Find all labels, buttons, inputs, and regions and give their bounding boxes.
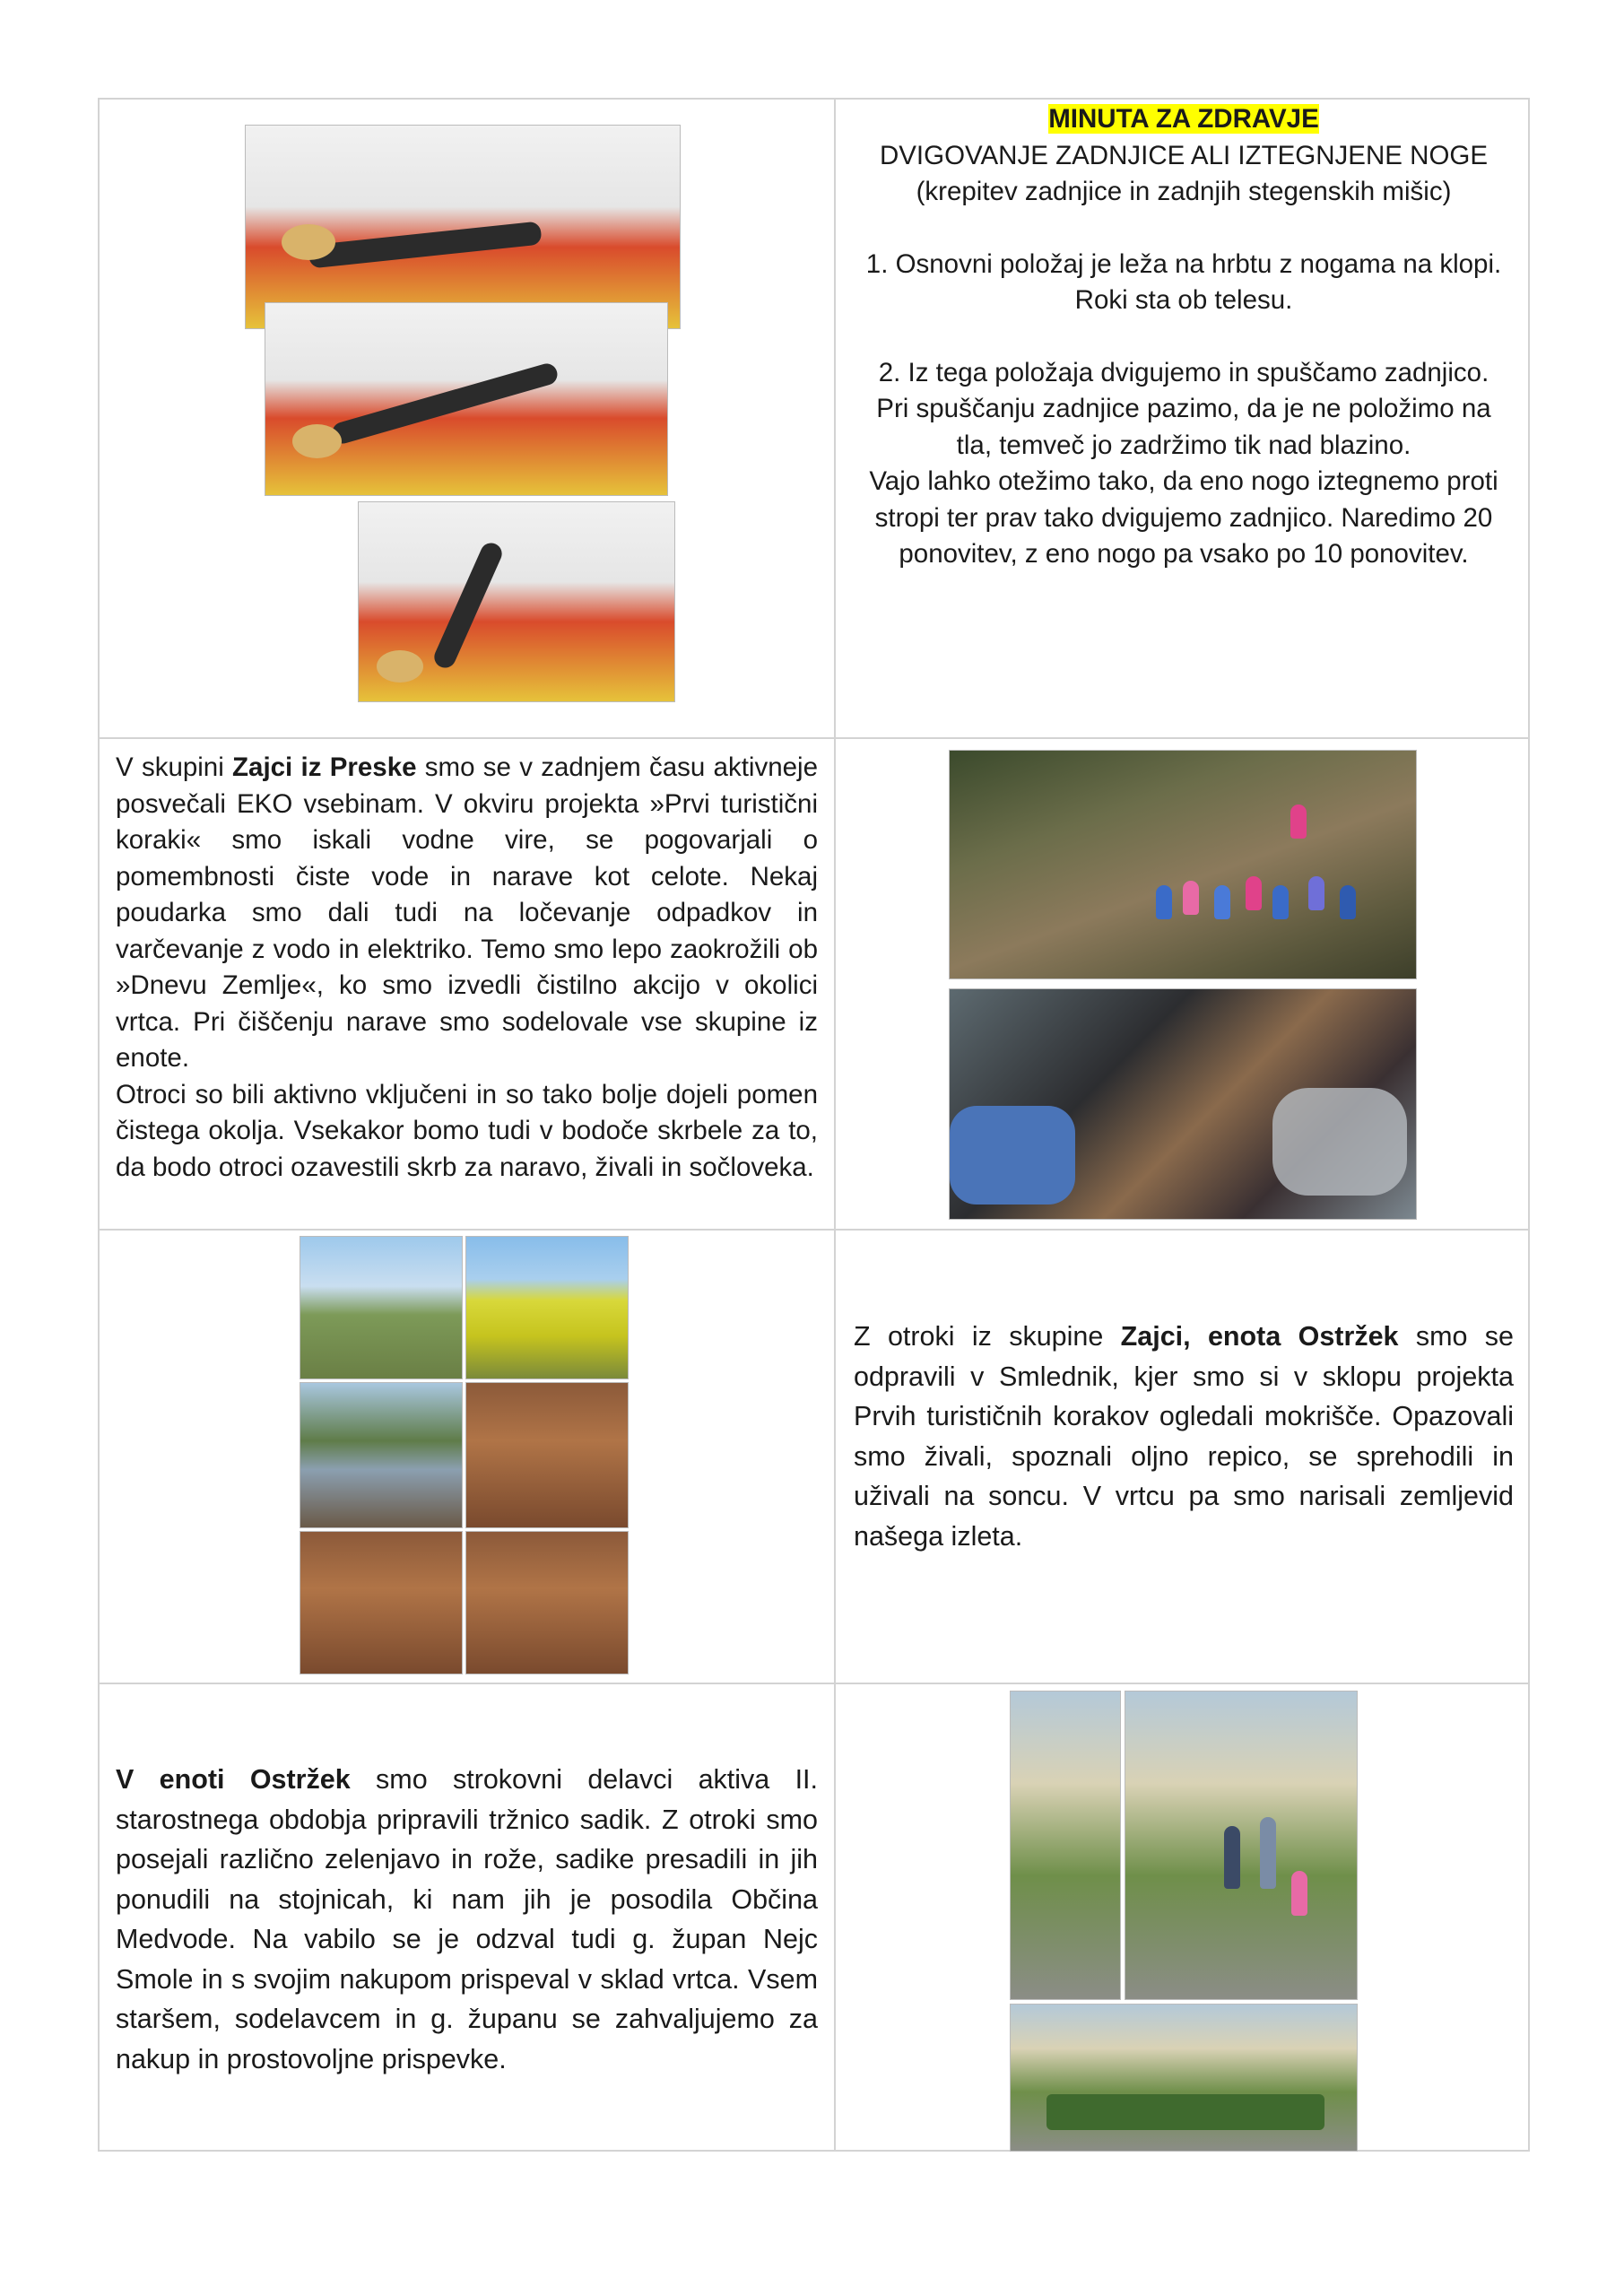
market-photo-seedlings <box>1010 2004 1358 2152</box>
trip-photo-rapeseed <box>465 1236 629 1379</box>
trash-collection-photo <box>949 988 1417 1220</box>
eko-text-cell <box>100 739 834 1229</box>
forest-group-photo <box>949 750 1417 979</box>
health-subtitle: DVIGOVANJE ZADNJICE ALI IZTEGNJENE NOGE <box>879 140 1489 170</box>
market-photo-stall-left <box>1010 1691 1121 2000</box>
trip-paragraph: Z otroki iz skupine Zajci, enota Ostržek smo se odpravili v Smlednik, kjer smo si v sklopu projekta Prvih turističnih korakov ogledali mokrišče. Opazovali smo živali, spoznali oljno repico, se sprehodili in uživali na soncu. V vrtcu pa smo narisali zemljevid našega izleta. <box>854 1321 1514 1552</box>
exercise-photo-start <box>245 125 681 329</box>
health-step-3: Vajo lahko otežimo tako, da eno nogo iztegnemo proti stropi ter prav tako dvigujemo zadnjico. Naredimo 20 ponovitev, z eno nogo pa vsako po 10 ponovitev. <box>869 466 1498 569</box>
market-paragraph: V enoti Ostržek smo strokovni delavci aktiva II. starostnega obdobja pripravili tržnico sadik. Z otroki smo posejali različno zelenjavo in rože, sadike presadili in jih ponudili na stojnicah, ki nam jih je posodila Občina Medvode. Na vabilo se je odzval tudi g. župan Nejc Smole in s svojim nakupom prispeval v sklad vrtca. Vsem staršem, sodelavcem in g. županu se zahvaljujemo za nakup in prostovoljne prispevke. <box>116 1764 818 2074</box>
trip-text-cell <box>838 1231 1530 1683</box>
column-divider <box>834 100 836 2150</box>
eko-photos-cell <box>838 739 1530 1229</box>
market-text-cell <box>100 1684 834 2152</box>
health-step-1: 1. Osnovni položaj je leža na hrbtu z nogama na klopi. Roki sta ob telesu. <box>865 248 1502 315</box>
trip-collage-cell <box>100 1231 834 1683</box>
trip-photo-wetland <box>300 1382 463 1528</box>
health-step-2: 2. Iz tega položaja dvigujemo in spuščamo zadnjico. Pri spuščanju zadnjice pazimo, da je ne položimo na tla, temveč jo zadržimo tik nad blazino. <box>876 357 1491 460</box>
eko-paragraph-1: V skupini Zajci iz Preske smo se v zadnjem času aktivneje posvečali EKO vsebinam. V okviru projekta »Prvi turistični koraki« smo iskali vodne vire, se pogovarjali o pomembnosti čiste vode in narave kot celote. Nekaj poudarka smo dali tudi na ločevanje odpadkov in varčevanje z vodo in elektriko. Temo smo lepo zaokrožili ob »Dnevu Zemlje«, ko smo izvedli čistilno akcijo v okolici vrtca. Pri čiščenju narave smo sodelovale vse skupine iz enote. <box>116 752 818 1073</box>
health-title: MINUTA ZA ZDRAVJE <box>1048 104 1319 134</box>
trip-photo-map-board <box>465 1531 629 1674</box>
exercise-photo-leg-raised <box>358 501 675 702</box>
health-text-cell <box>838 100 1530 737</box>
unit-name-ostrzek: V enoti Ostržek <box>116 1764 351 1795</box>
trip-photo-board <box>465 1382 629 1528</box>
exercise-photo-lift <box>265 302 668 496</box>
market-photo-mayor <box>1125 1691 1358 2000</box>
group-name-zajci-preska: Zajci iz Preske <box>232 752 417 782</box>
health-subtitle-paren: (krepitev zadnjice in zadnjih stegenskih mišic) <box>916 177 1452 206</box>
market-photos-cell <box>838 1684 1530 2152</box>
group-name-zajci-ostrzek: Zajci, enota Ostržek <box>1120 1321 1399 1352</box>
trip-photo-shelter <box>300 1531 463 1674</box>
content-table <box>98 98 1530 2152</box>
eko-paragraph-2: Otroci so bili aktivno vključeni in so tako bolje dojeli pomen čistega okolja. Vsekakor bomo tudi v bodoče skrbele za to, da bodo otroci ozavestili skrb za naravo, živali in sočloveka. <box>116 1079 818 1182</box>
trip-photo-group <box>300 1236 463 1379</box>
exercise-photos-cell <box>100 100 834 737</box>
